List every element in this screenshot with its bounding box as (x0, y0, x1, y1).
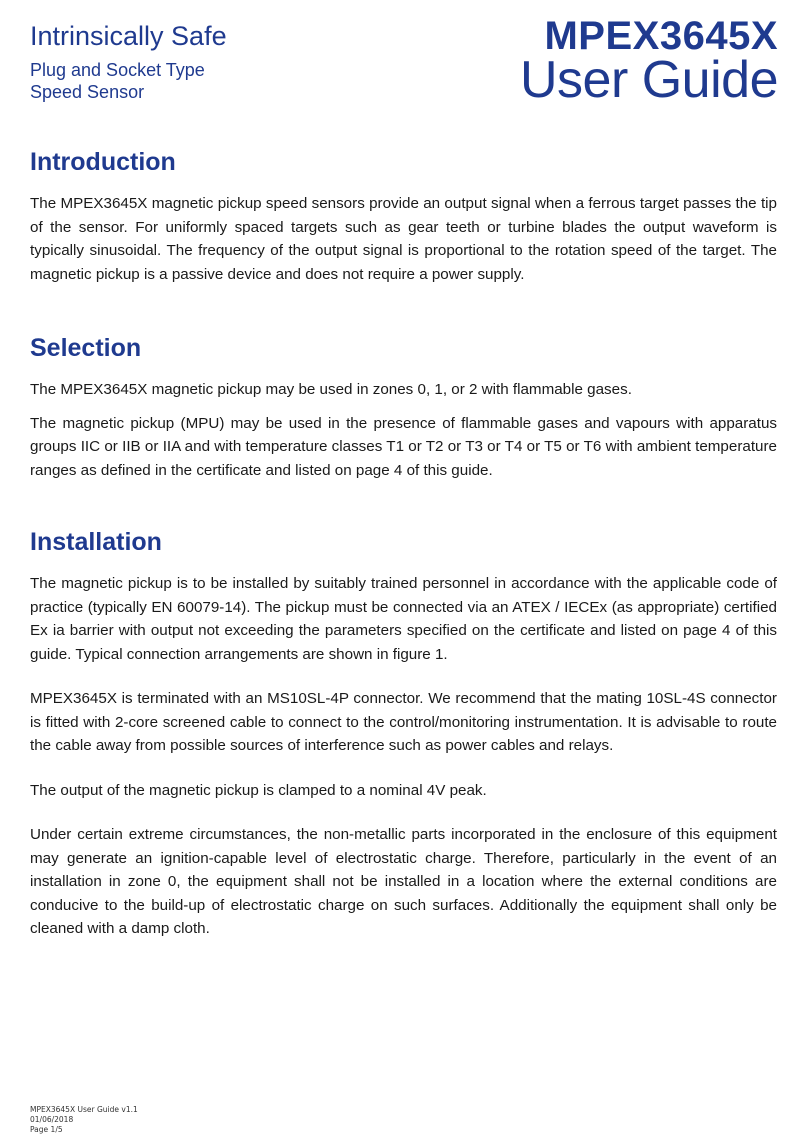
section-selection (30, 332, 777, 482)
footer-doc-name: MPEX3645X User Guide (30, 1105, 119, 1114)
paragraph: The MPEX3645X magnetic pickup may be used in zones 0, 1, or 2 with flammable gases. (30, 381, 632, 398)
page-footer (30, 1105, 138, 1135)
paragraph: The MPEX3645X magnetic pickup speed sensors provide an output signal when a ferrous target passes the tip of the sensor. For uniformly spaced targets such as gear teeth or turbine blades the output waveform is typically sinusoidal. The frequency of the output signal is proportional to the rotation speed of the target. The magnetic pickup is a passive device and does not require a power supply. (30, 195, 777, 283)
footer-page-number: Page 1/5 (30, 1125, 63, 1134)
product-type-line-1: Plug and Socket Type (30, 60, 205, 80)
header-right (520, 14, 778, 109)
paragraph: The output of the magnetic pickup is clamped to a nominal 4V peak. (30, 781, 487, 799)
paragraph: MPEX3645X is terminated with an MS10SL-4P connector. We recommend that the mating 10SL-4S connector is fitted with 2-core screened cable to connect to the control/monitoring instrumentation. It is advisable to route the cable away from possible sources of interference such as power cables and relays. (30, 690, 777, 754)
paragraph: The magnetic pickup is to be installed by suitably trained personnel in accordance with the applicable code of practice (typically EN 60079-14). The pickup must be connected via an ATEX / IECEx (as appropriate) certified Ex ia barrier with output not exceeding the parameters specified on the certificate and listed on page 4 of this guide. Typical connection arrangements are shown in figure 1. (30, 575, 777, 663)
section-introduction (30, 146, 777, 286)
document-category: Intrinsically Safe (30, 21, 227, 51)
product-type (30, 59, 227, 103)
footer-doc-line (30, 1105, 138, 1115)
footer-date: 01/06/2018 (30, 1115, 74, 1124)
section-heading: Selection (30, 334, 142, 362)
product-type-line-2: Speed Sensor (30, 82, 145, 102)
document-title: User Guide (520, 51, 778, 109)
paragraph: Under certain extreme circumstances, the non-metallic parts incorporated in the enclosure of this equipment may generate an ignition-capable level of electrostatic charge. Therefore, particularly in the event of an installation in zone 0, the equipment shall not be installed in a location where the external conditions are conducive to the build-up of electrostatic charge on such surfaces. Additionally the equipment shall only be cleaned with a damp cloth. (30, 826, 777, 937)
paragraph: The magnetic pickup (MPU) may be used in the presence of flammable gases and vapours with apparatus groups IIC or IIB or IIA and with temperature classes T1 or T2 or T3 or T4 or T5 or T6 with ambient temperature ranges as defined in the certificate and listed on page 4 of this guide. (30, 414, 777, 479)
page-content (30, 146, 777, 962)
section-heading: Installation (30, 528, 162, 556)
section-installation (30, 526, 777, 941)
header-left (30, 20, 227, 103)
section-heading: Introduction (30, 148, 176, 176)
model-number: MPEX3645X (544, 14, 778, 58)
footer-version: v1.1 (121, 1105, 138, 1114)
